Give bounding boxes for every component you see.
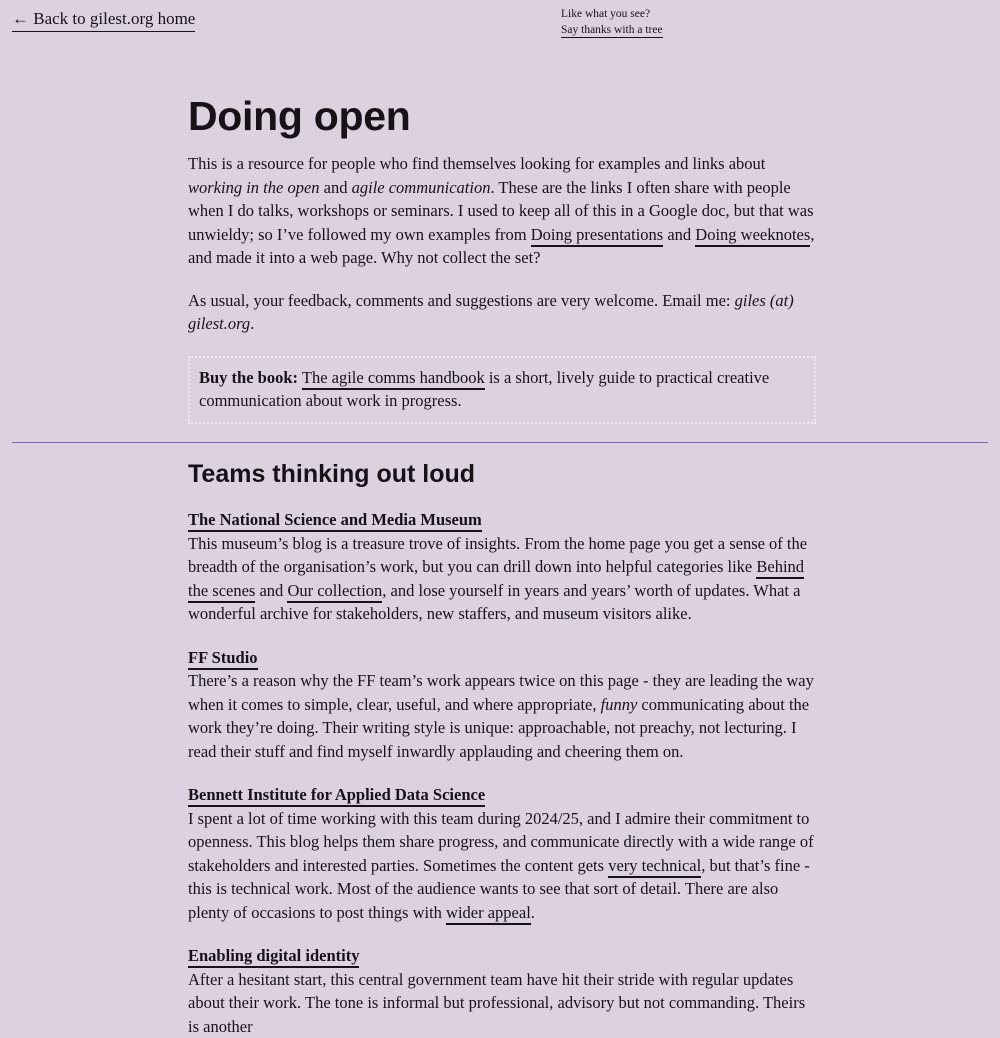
intro-text: , and made it into a web page. Why not collect the set? — [188, 225, 814, 268]
email-address: giles (at) gilest.org — [188, 291, 794, 334]
intro-text: . These are the links I often share with people when I do talks, workshops or seminars. I used to keep all of this in a Google doc, but that was unwieldy; so I’ve followed my own examples from — [188, 178, 814, 244]
team-text: This museum’s blog is a treasure trove of insights. From the home page you get a sense of the breadth of the organisation’s work, but you can drill down into helpful categories like — [188, 534, 807, 577]
back-to-home-link[interactable]: ← Back to gilest.org home — [12, 8, 195, 32]
team-text: and — [255, 581, 287, 600]
intro-emphasis: working in the open — [188, 178, 320, 197]
team-text: , but that’s fine - this is technical work. Most of the audience wants to see that sort of detail. There are also plenty of occasions to post things with — [188, 856, 810, 922]
book-callout-text: is a short, lively guide to practical creative communication about work in progress. — [199, 368, 769, 411]
team-text: . — [531, 903, 535, 922]
say-thanks-tree-link[interactable]: Say thanks with a tree — [561, 24, 663, 38]
team-emphasis: funny — [601, 695, 638, 714]
team-description — [188, 532, 816, 626]
section-heading: Teams thinking out loud — [188, 458, 816, 490]
team-title-link[interactable]: FF Studio — [188, 648, 258, 670]
team-title-link[interactable]: The National Science and Media Museum — [188, 510, 482, 532]
team-description — [188, 968, 816, 1038]
wider-appeal-link[interactable]: wider appeal — [446, 903, 531, 925]
team-text: There’s a reason why the FF team’s work appears twice on this page - they are leading the way when it comes to simple, clear, useful, and where appropriate, — [188, 671, 814, 714]
book-callout — [188, 356, 816, 424]
feedback-paragraph — [188, 289, 816, 336]
our-collection-link[interactable]: Our collection — [287, 581, 382, 603]
intro-paragraph — [188, 152, 816, 270]
team-text: I spent a lot of time working with this team during 2024/25, and I admire their commitment to openness. This blog helps them share progress, and communicate directly with a wide range of stakeholders and interested parties. Sometimes the content gets — [188, 809, 814, 875]
teams-section — [188, 458, 816, 1038]
team-description — [188, 807, 816, 925]
team-entry — [188, 944, 816, 1038]
doing-presentations-link[interactable]: Doing presentations — [531, 225, 663, 247]
page-title: Doing open — [188, 92, 816, 140]
tree-promo — [561, 7, 663, 38]
intro-emphasis: agile communication — [352, 178, 491, 197]
team-description — [188, 669, 816, 763]
intro-text: This is a resource for people who find themselves looking for examples and links about — [188, 154, 765, 173]
intro-text: and — [320, 178, 352, 197]
doing-weeknotes-link[interactable]: Doing weeknotes — [695, 225, 810, 247]
team-entry — [188, 508, 816, 626]
feedback-text: . — [250, 314, 254, 333]
tree-promo-question: Like what you see? — [561, 7, 663, 23]
book-callout-label: Buy the book: — [199, 368, 298, 387]
feedback-text: As usual, your feedback, comments and suggestions are very welcome. Email me: — [188, 291, 735, 310]
agile-comms-handbook-link[interactable]: The agile comms handbook — [302, 368, 485, 390]
team-text: , and lose yourself in years and years’ worth of updates. What a wonderful archive for stakeholders, new staffers, and museum visitors alike. — [188, 581, 800, 624]
very-technical-link[interactable]: very technical — [608, 856, 701, 878]
section-divider — [12, 442, 988, 443]
team-title-link[interactable]: Enabling digital identity — [188, 946, 359, 968]
team-entry — [188, 783, 816, 924]
behind-the-scenes-link[interactable]: Behind the scenes — [188, 557, 804, 603]
team-text: After a hesitant start, this central government team have hit their stride with regular updates about their work. The tone is informal but professional, advisory but not commanding. Theirs is another — [188, 970, 805, 1036]
intro-section — [188, 92, 816, 424]
team-title-link[interactable]: Bennett Institute for Applied Data Science — [188, 785, 485, 807]
intro-text: and — [663, 225, 695, 244]
team-entry — [188, 646, 816, 764]
team-text: communicating about the work they’re doing. Their writing style is unique: approachable, not preachy, not lecturing. I read their stuff and find myself inwardly applauding and cheering them on. — [188, 695, 809, 761]
